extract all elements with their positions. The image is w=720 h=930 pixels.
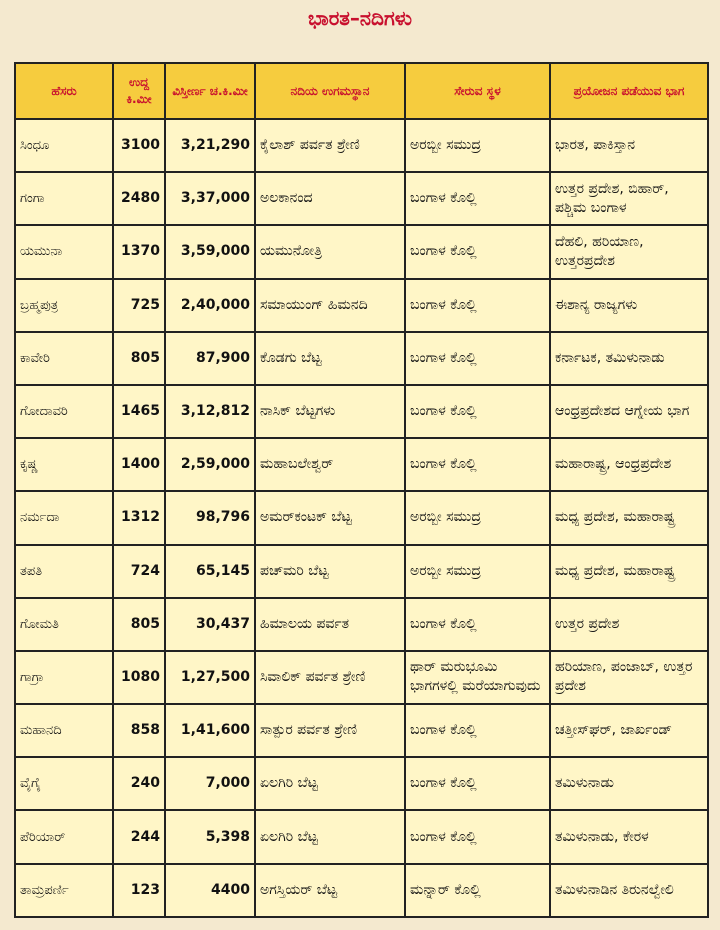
table-row bbox=[15, 225, 708, 278]
area-cell: 30,437 bbox=[165, 598, 255, 651]
mouth-cell: ಬಂಗಾಳ ಕೊಲ್ಲಿ bbox=[405, 332, 550, 385]
table-row bbox=[15, 651, 708, 704]
area-cell: 3,37,000 bbox=[165, 172, 255, 225]
area-cell: 7,000 bbox=[165, 757, 255, 810]
table-row bbox=[15, 332, 708, 385]
river-name-cell: ಕೃಷ್ಣ bbox=[15, 438, 113, 491]
benefit-cell: ತಮಿಳುನಾಡಿನ ತಿರುನಲ್ವೇಲಿ bbox=[550, 864, 708, 917]
origin-cell: ಪಚ್‌ಮರಿ ಬೆಟ್ಟ bbox=[255, 545, 405, 598]
area-cell: 3,59,000 bbox=[165, 225, 255, 278]
area-cell: 5,398 bbox=[165, 810, 255, 863]
mouth-cell: ಬಂಗಾಳ ಕೊಲ್ಲಿ bbox=[405, 598, 550, 651]
table-row bbox=[15, 598, 708, 651]
river-name-cell: ಗಾಗ್ರಾ bbox=[15, 651, 113, 704]
table-row bbox=[15, 864, 708, 917]
mouth-cell: ಬಂಗಾಳ ಕೊಲ್ಲಿ bbox=[405, 757, 550, 810]
benefit-cell: ಮಧ್ಯ ಪ್ರದೇಶ, ಮಹಾರಾಷ್ಟ್ರ bbox=[550, 491, 708, 544]
header-mouth: ಸೇರುವ ಸ್ಥಳ bbox=[405, 63, 550, 119]
mouth-cell: ಬಂಗಾಳ ಕೊಲ್ಲಿ bbox=[405, 385, 550, 438]
benefit-cell: ತಮಿಳುನಾಡು, ಕೇರಳ bbox=[550, 810, 708, 863]
benefit-cell: ಹರಿಯಾಣ, ಪಂಜಾಬ್, ಉತ್ತರ ಪ್ರದೇಶ bbox=[550, 651, 708, 704]
benefit-cell: ದೆಹಲಿ, ಹರಿಯಾಣ, ಉತ್ತರಪ್ರದೇಶ bbox=[550, 225, 708, 278]
benefit-cell: ಉತ್ತರ ಪ್ರದೇಶ bbox=[550, 598, 708, 651]
river-name-cell: ನರ್ಮದಾ bbox=[15, 491, 113, 544]
length-cell: 1370 bbox=[113, 225, 165, 278]
river-name-cell: ಯಮುನಾ bbox=[15, 225, 113, 278]
length-cell: 805 bbox=[113, 598, 165, 651]
table-row bbox=[15, 119, 708, 172]
table-row bbox=[15, 491, 708, 544]
table-row bbox=[15, 757, 708, 810]
mouth-cell: ಬಂಗಾಳ ಕೊಲ್ಲಿ bbox=[405, 438, 550, 491]
length-cell: 1400 bbox=[113, 438, 165, 491]
length-cell: 724 bbox=[113, 545, 165, 598]
mouth-cell: ಬಂಗಾಳ ಕೊಲ್ಲಿ bbox=[405, 172, 550, 225]
header-benefit: ಪ್ರಯೋಜನ ಪಡೆಯುವ ಭಾಗ bbox=[550, 63, 708, 119]
header-length: ಉದ್ದ ಕಿ.ಮೀ bbox=[113, 63, 165, 119]
length-cell: 2480 bbox=[113, 172, 165, 225]
mouth-cell: ಅರಬ್ಬೀ ಸಮುದ್ರ bbox=[405, 119, 550, 172]
length-cell: 1312 bbox=[113, 491, 165, 544]
area-cell: 87,900 bbox=[165, 332, 255, 385]
header-name: ಹೆಸರು bbox=[15, 63, 113, 119]
river-name-cell: ಗೋದಾವರಿ bbox=[15, 385, 113, 438]
mouth-cell: ಬಂಗಾಳ ಕೊಲ್ಲಿ bbox=[405, 704, 550, 757]
origin-cell: ಮಹಾಬಲೇಶ್ವರ್ bbox=[255, 438, 405, 491]
mouth-cell: ಬಂಗಾಳ ಕೊಲ್ಲಿ bbox=[405, 225, 550, 278]
origin-cell: ಕೊಡಗು ಬೆಟ್ಟ bbox=[255, 332, 405, 385]
area-cell: 4400 bbox=[165, 864, 255, 917]
mouth-cell: ಮನ್ನಾರ್ ಕೊಲ್ಲಿ bbox=[405, 864, 550, 917]
origin-cell: ಅಮರ್‌ಕಂಟಕ್ ಬೆಟ್ಟ bbox=[255, 491, 405, 544]
length-cell: 805 bbox=[113, 332, 165, 385]
rivers-table bbox=[14, 62, 709, 918]
length-cell: 858 bbox=[113, 704, 165, 757]
table-row bbox=[15, 172, 708, 225]
origin-cell: ಯಮುನೋತ್ರಿ bbox=[255, 225, 405, 278]
origin-cell: ಅಗಸ್ತಿಯರ್ ಬೆಟ್ಟ bbox=[255, 864, 405, 917]
river-name-cell: ಕಾವೇರಿ bbox=[15, 332, 113, 385]
mouth-cell: ಬಂಗಾಳ ಕೊಲ್ಲಿ bbox=[405, 279, 550, 332]
benefit-cell: ಚತ್ತೀಸ್‌ಘರ್, ಜಾರ್ಖಂಡ್ bbox=[550, 704, 708, 757]
mouth-cell: ಬಂಗಾಳ ಕೊಲ್ಲಿ bbox=[405, 810, 550, 863]
header-area: ವಿಸ್ತೀರ್ಣ ಚ.ಕಿ.ಮೀ bbox=[165, 63, 255, 119]
area-cell: 98,796 bbox=[165, 491, 255, 544]
area-cell: 3,12,812 bbox=[165, 385, 255, 438]
area-cell: 65,145 bbox=[165, 545, 255, 598]
benefit-cell: ಉತ್ತರ ಪ್ರದೇಶ, ಬಿಹಾರ್, ಪಶ್ಚಿಮ ಬಂಗಾಳ bbox=[550, 172, 708, 225]
table-row bbox=[15, 810, 708, 863]
length-cell: 1465 bbox=[113, 385, 165, 438]
origin-cell: ಏಲಗಿರಿ ಬೆಟ್ಟ bbox=[255, 757, 405, 810]
area-cell: 1,27,500 bbox=[165, 651, 255, 704]
river-name-cell: ಗಂಗಾ bbox=[15, 172, 113, 225]
table-row bbox=[15, 279, 708, 332]
mouth-cell: ಅರಬ್ಬೀ ಸಮುದ್ರ bbox=[405, 545, 550, 598]
benefit-cell: ಆಂಧ್ರಪ್ರದೇಶದ ಆಗ್ನೇಯ ಭಾಗ bbox=[550, 385, 708, 438]
length-cell: 244 bbox=[113, 810, 165, 863]
origin-cell: ಸಮಾಯುಂಗ್ ಹಿಮನದಿ bbox=[255, 279, 405, 332]
length-cell: 240 bbox=[113, 757, 165, 810]
mouth-cell: ಅರಬ್ಬೀ ಸಮುದ್ರ bbox=[405, 491, 550, 544]
benefit-cell: ಕರ್ನಾಟಕ, ತಮಿಳುನಾಡು bbox=[550, 332, 708, 385]
origin-cell: ಏಲಗಿರಿ ಬೆಟ್ಟ bbox=[255, 810, 405, 863]
benefit-cell: ಈಶಾನ್ಯ ರಾಜ್ಯಗಳು bbox=[550, 279, 708, 332]
origin-cell: ಸಿವಾಲಿಕ್ ಪರ್ವತ ಶ್ರೇಣಿ bbox=[255, 651, 405, 704]
origin-cell: ಅಲಕಾನಂದ bbox=[255, 172, 405, 225]
area-cell: 3,21,290 bbox=[165, 119, 255, 172]
table-row bbox=[15, 438, 708, 491]
river-name-cell: ತಪತಿ bbox=[15, 545, 113, 598]
area-cell: 2,40,000 bbox=[165, 279, 255, 332]
length-cell: 1080 bbox=[113, 651, 165, 704]
benefit-cell: ತಮಿಳುನಾಡು bbox=[550, 757, 708, 810]
table-row bbox=[15, 385, 708, 438]
river-name-cell: ಪೆರಿಯಾರ್ bbox=[15, 810, 113, 863]
page-title: ಭಾರತ–ನದಿಗಳು bbox=[308, 6, 412, 30]
mouth-cell: ಥಾರ್ ಮರುಭೂಮಿ ಭಾಗಗಳಲ್ಲಿ ಮರೆಯಾಗುವುದು bbox=[405, 651, 550, 704]
table-row bbox=[15, 545, 708, 598]
length-cell: 725 bbox=[113, 279, 165, 332]
length-cell: 123 bbox=[113, 864, 165, 917]
table-row bbox=[15, 704, 708, 757]
benefit-cell: ಮಹಾರಾಷ್ಟ್ರ, ಆಂಧ್ರಪ್ರದೇಶ bbox=[550, 438, 708, 491]
river-name-cell: ವೈಗೈ bbox=[15, 757, 113, 810]
origin-cell: ಹಿಮಾಲಯ ಪರ್ವತ bbox=[255, 598, 405, 651]
header-origin: ನದಿಯ ಉಗಮಸ್ಥಾನ bbox=[255, 63, 405, 119]
benefit-cell: ಮಧ್ಯ ಪ್ರದೇಶ, ಮಹಾರಾಷ್ಟ್ರ bbox=[550, 545, 708, 598]
area-cell: 2,59,000 bbox=[165, 438, 255, 491]
river-name-cell: ತಾಮ್ರಪರ್ಣಿ bbox=[15, 864, 113, 917]
area-cell: 1,41,600 bbox=[165, 704, 255, 757]
origin-cell: ಕೈಲಾಶ್ ಪರ್ವತ ಶ್ರೇಣಿ bbox=[255, 119, 405, 172]
river-name-cell: ಬ್ರಹ್ಮಪುತ್ರ bbox=[15, 279, 113, 332]
river-name-cell: ಗೋಮತಿ bbox=[15, 598, 113, 651]
origin-cell: ನಾಸಿಕ್ ಬೆಟ್ಟಗಳು bbox=[255, 385, 405, 438]
river-name-cell: ಸಿಂಧೂ bbox=[15, 119, 113, 172]
river-name-cell: ಮಹಾನದಿ bbox=[15, 704, 113, 757]
origin-cell: ಸಾತ್ಪುರ ಪರ್ವತ ಶ್ರೇಣಿ bbox=[255, 704, 405, 757]
table-header-row bbox=[15, 63, 708, 119]
length-cell: 3100 bbox=[113, 119, 165, 172]
benefit-cell: ಭಾರತ, ಪಾಕಿಸ್ತಾನ bbox=[550, 119, 708, 172]
